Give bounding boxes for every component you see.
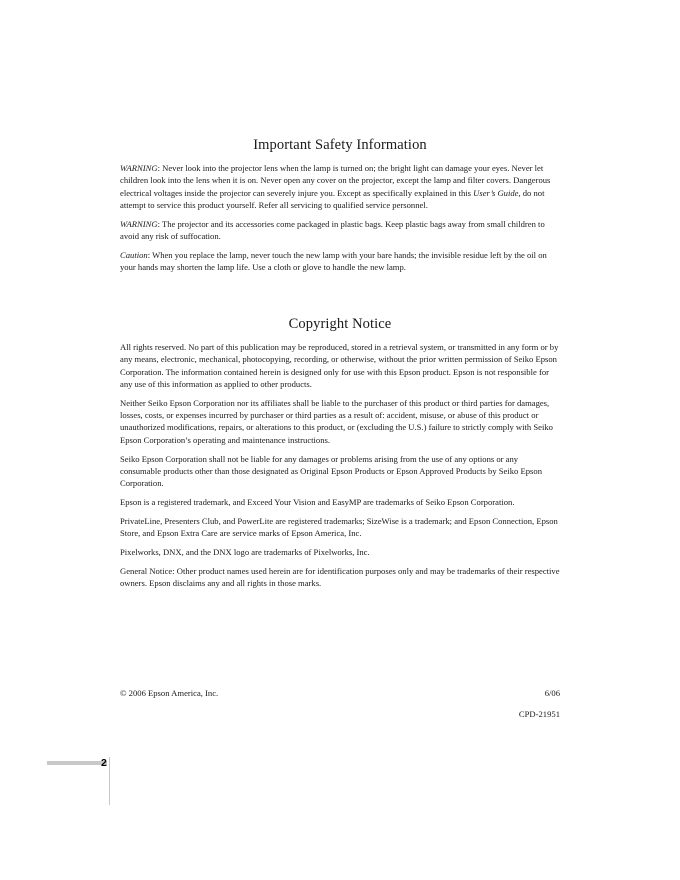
footer-document-code: CPD-21951 [518, 709, 560, 719]
pixelworks-trademark-paragraph: Pixelworks, DNX, and the DNX logo are trademarks of Pixelworks, Inc. [120, 547, 370, 558]
warning-label: WARNING [120, 218, 158, 229]
caution-text: : When you replace the lamp, never touch the new lamp with your bare hands; the invisible residue left by the oil on your hands may shorten the lamp life. Use a cloth or glove to handle the new lamp. [120, 249, 547, 273]
consumables-paragraph: Seiko Epson Corporation shall not be liable for any damages or problems arising from the use of any options or any consumable products other than those designated as Original Epson Products or Epson Approved Products by Seiko Epson Corporation. [120, 453, 542, 489]
safety-caution-paragraph [120, 249, 560, 274]
epson-trademark-paragraph: Epson is a registered trademark, and Exceed Your Vision and EasyMP are trademarks of Seiko Epson Corporation. [120, 497, 515, 508]
registered-trademarks-paragraph: PrivateLine, Presenters Club, and PowerLite are registered trademarks; SizeWise is a trademark; and Epson Connection, Epson Store, and Epson Extra Care are service marks of Epson America, Inc. [120, 515, 558, 539]
users-guide-reference: User’s Guide [473, 187, 519, 198]
page-number: 2 [101, 757, 107, 769]
safety-warning-paragraph-2 [120, 218, 560, 243]
safety-section [120, 137, 560, 280]
general-notice-paragraph: General Notice: Other product names used herein are for identification purposes only and may be trademarks of their respective owners. Epson disclaims any and all rights in those marks. [120, 566, 560, 589]
copyright-section [120, 316, 560, 596]
safety-warning-paragraph-1 [120, 162, 560, 211]
liability-paragraph: Neither Seiko Epson Corporation nor its affiliates shall be liable to the purchaser of this product or third parties for damages, losses, costs, or expenses incurred by purchaser or third parties as a result of: accident, misuse, or abuse of this product or unauthorized modifications, repairs, or alterations to this product, or (excluding the U.S.) failure to strictly comply with Seiko Epson Corporation’s operating and maintenance instructions. [120, 397, 553, 445]
page-number-bar [47, 761, 107, 765]
caution-label: Caution [120, 249, 148, 260]
footer-copyright: © 2006 Epson America, Inc. [120, 688, 219, 698]
warning-text: : Never look into the projector lens when the lamp is turned on; the bright light can damage your eyes. Never let children look into the lens when it is on. Never open any cover on the projector, except the lamp and filter covers. Dangerous electrical voltages inside the projector can severely injure you. Except as specifically explained in this [120, 163, 551, 198]
warning-text-tail: , do not attempt to service this product yourself. Refer all servicing to qualified service personnel. [120, 187, 545, 210]
footer-date: 6/06 [544, 688, 560, 698]
warning-text: : The projector and its accessories come packaged in plastic bags. Keep plastic bags away from small children to avoid any risk of suffocation. [120, 218, 545, 242]
warning-label: WARNING [120, 163, 158, 173]
copyright-paragraph: All rights reserved. No part of this publication may be reproduced, stored in a retrieval system, or transmitted in any form or by any means, electronic, mechanical, photocopying, recording, or otherwise, without the prior written permission of Seiko Epson Corporation. The information contained herein is designed only for use with this Epson product. Epson is not responsible for any use of this information as applied to other products. [120, 342, 559, 389]
page-margin-line [109, 757, 110, 805]
copyright-title: Copyright Notice [288, 316, 392, 332]
safety-title: Important Safety Information [253, 137, 427, 153]
